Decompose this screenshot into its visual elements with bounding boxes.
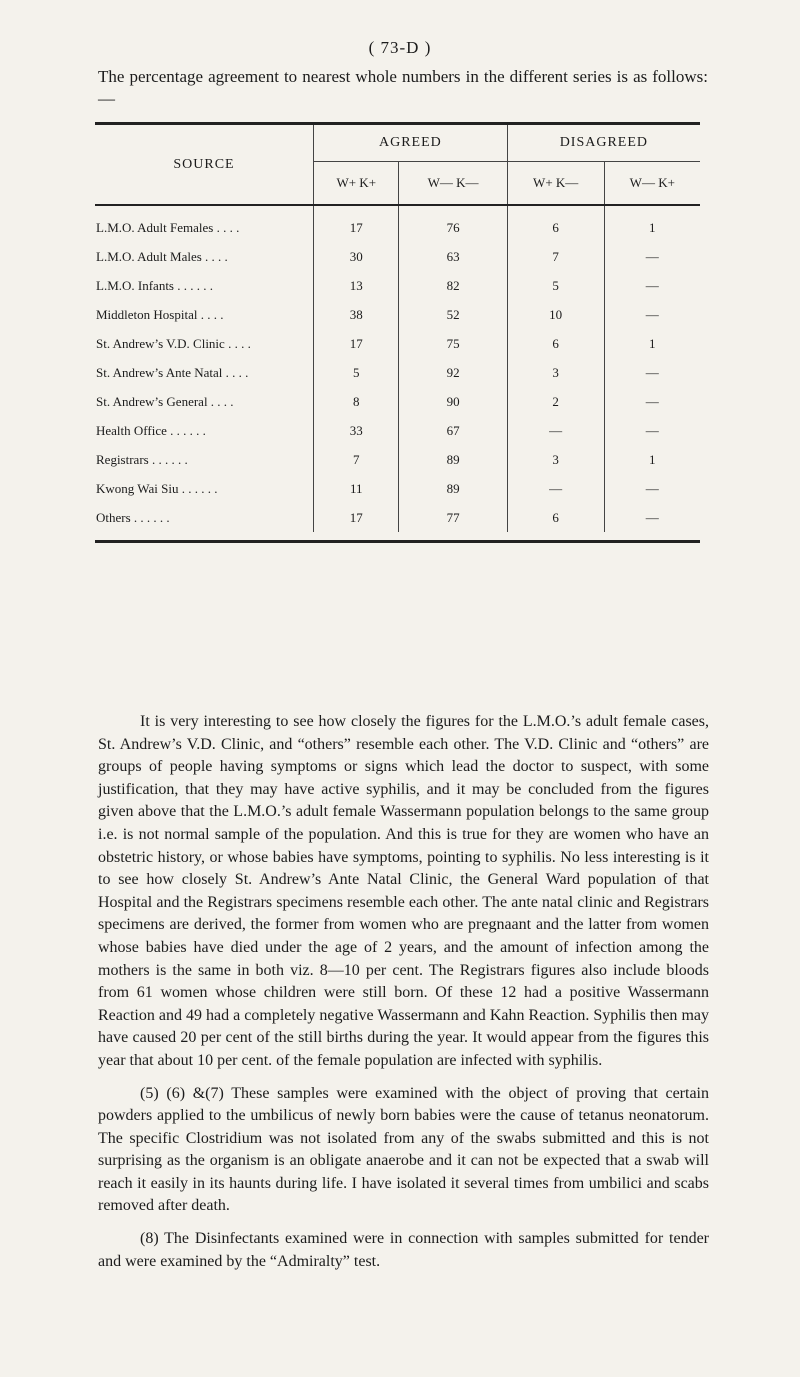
value-cell: 5 bbox=[507, 271, 604, 300]
value-cell: 77 bbox=[399, 503, 507, 532]
value-cell: — bbox=[507, 416, 604, 445]
value-cell: 89 bbox=[399, 445, 507, 474]
value-cell: 17 bbox=[314, 205, 399, 242]
sub-header-w-plus-k-plus: W+ K+ bbox=[314, 162, 399, 206]
sub-header-w-plus-k-minus: W+ K— bbox=[507, 162, 604, 206]
value-cell: 7 bbox=[507, 242, 604, 271]
agreement-table bbox=[95, 122, 700, 543]
value-cell: 5 bbox=[314, 358, 399, 387]
value-cell: 82 bbox=[399, 271, 507, 300]
source-cell: Registrars . . . . . . bbox=[96, 451, 188, 467]
source-cell: L.M.O. Adult Males . . . . bbox=[96, 248, 228, 264]
value-cell: 7 bbox=[314, 445, 399, 474]
sub-header-w-minus-k-minus: W— K— bbox=[399, 162, 507, 206]
value-cell: 1 bbox=[604, 445, 700, 474]
value-cell: — bbox=[604, 358, 700, 387]
value-cell: 3 bbox=[507, 445, 604, 474]
paragraph: (8) The Disinfectants examined were in connection with samples submitted for tender and were examined by the “Admiralty” test. bbox=[98, 1230, 709, 1270]
value-cell: 13 bbox=[314, 271, 399, 300]
source-cell: St. Andrew’s Ante Natal . . . . bbox=[96, 364, 249, 380]
source-cell: L.M.O. Infants . . . . . . bbox=[96, 277, 213, 293]
value-cell: 52 bbox=[399, 300, 507, 329]
source-cell: St. Andrew’s General . . . . bbox=[96, 393, 234, 409]
body-text bbox=[98, 711, 709, 1283]
value-cell: — bbox=[604, 474, 700, 503]
paragraph: (5) (6) &(7) These samples were examined with the object of proving that certain powders applied to the umbilicus of newly born babies were the cause of tetanus neonatorum. The specific Clostridium was not isolated from any of the swabs submitted and this is not surprising as the organism is an obligate anaerobe and it can not be expected that a swab will reach it easily in its haunts during life. I have isolated it several times from umbilici and scabs removed after death. bbox=[98, 1084, 709, 1215]
value-cell: 17 bbox=[314, 329, 399, 358]
disagreed-header: DISAGREED bbox=[507, 125, 700, 162]
source-cell: Others . . . . . . bbox=[96, 509, 170, 525]
table-row bbox=[95, 242, 700, 271]
value-cell: 90 bbox=[399, 387, 507, 416]
value-cell: — bbox=[604, 242, 700, 271]
page-number: ( 73-D ) bbox=[368, 38, 432, 57]
value-cell: 67 bbox=[399, 416, 507, 445]
value-cell: 76 bbox=[399, 205, 507, 242]
value-cell: — bbox=[604, 300, 700, 329]
source-cell: Health Office . . . . . . bbox=[96, 422, 206, 438]
value-cell: 89 bbox=[399, 474, 507, 503]
table-row bbox=[95, 474, 700, 503]
table-row bbox=[95, 358, 700, 387]
value-cell: 8 bbox=[314, 387, 399, 416]
value-cell: 75 bbox=[399, 329, 507, 358]
table-row bbox=[95, 503, 700, 532]
value-cell: 11 bbox=[314, 474, 399, 503]
table-row bbox=[95, 329, 700, 358]
source-cell: L.M.O. Adult Females . . . . bbox=[96, 219, 240, 235]
intro-text: The percentage agreement to nearest whole numbers in the different series is as follows:— bbox=[98, 67, 708, 108]
table-row bbox=[95, 387, 700, 416]
value-cell: — bbox=[604, 387, 700, 416]
value-cell: 17 bbox=[314, 503, 399, 532]
sub-header-w-minus-k-plus: W— K+ bbox=[604, 162, 700, 206]
value-cell: — bbox=[604, 416, 700, 445]
table-row bbox=[95, 445, 700, 474]
value-cell: 92 bbox=[399, 358, 507, 387]
agreed-header: AGREED bbox=[314, 125, 508, 162]
value-cell: 38 bbox=[314, 300, 399, 329]
paragraph: It is very interesting to see how closely the figures for the L.M.O.’s adult female cases, St. Andrew’s V.D. Clinic, and “others” resemble each other. The V.D. Clinic and “others” are groups of people having symptoms or signs which lead the doctor to suspect, with some justification, that they may have active syphilis, and it may be concluded from the figures given above that the L.M.O.’s adult female Wassermann population belongs to the same group i.e. is not normal sample of the population. And this is true for they are women who have an obstetric history, or whose babies have symptoms, pointing to syphilis. No less interesting is it to see how closely St. Andrew’s Ante Natal Clinic, the General Ward population of that Hospital and the Registrars specimens resemble each other. The ante natal clinic and Registrars specimens are derived, the former from women who are pregnaant and the latter from women whose babies have died under the age of 2 years, and the amount of infection among the mothers is the same in both viz. 8—10 per cent. The Registrars figures also include bloods from 61 women whose children were still born. Of these 12 had a positive Wassermann Reaction and 49 had a completely negative Wassermann and Kahn Reaction. Syphilis then may have caused 20 per cent of the still births during the year. It would appear from the figures this year that about 10 per cent. of the female population are infected with syphilis. bbox=[98, 713, 709, 1069]
value-cell: 30 bbox=[314, 242, 399, 271]
source-header: SOURCE bbox=[95, 125, 314, 205]
table-row bbox=[95, 205, 700, 242]
source-cell: St. Andrew’s V.D. Clinic . . . . bbox=[96, 335, 251, 351]
value-cell: — bbox=[604, 503, 700, 532]
value-cell: 6 bbox=[507, 503, 604, 532]
value-cell: 3 bbox=[507, 358, 604, 387]
value-cell: 2 bbox=[507, 387, 604, 416]
value-cell: 6 bbox=[507, 205, 604, 242]
source-cell: Middleton Hospital . . . . bbox=[96, 306, 224, 322]
value-cell: 1 bbox=[604, 329, 700, 358]
value-cell: — bbox=[604, 271, 700, 300]
value-cell: — bbox=[507, 474, 604, 503]
value-cell: 6 bbox=[507, 329, 604, 358]
table-row bbox=[95, 416, 700, 445]
table-row bbox=[95, 300, 700, 329]
value-cell: 63 bbox=[399, 242, 507, 271]
value-cell: 1 bbox=[604, 205, 700, 242]
source-cell: Kwong Wai Siu . . . . . . bbox=[96, 480, 218, 496]
value-cell: 10 bbox=[507, 300, 604, 329]
table-row bbox=[95, 271, 700, 300]
value-cell: 33 bbox=[314, 416, 399, 445]
table-bottom-rule bbox=[95, 540, 700, 543]
